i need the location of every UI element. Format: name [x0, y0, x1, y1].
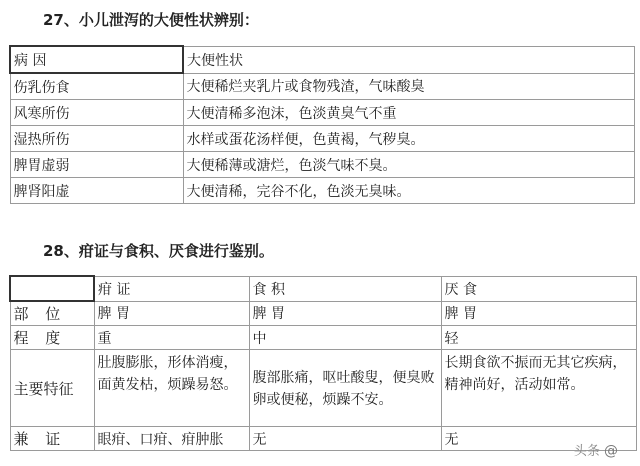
table-row: [10, 73, 635, 100]
table-cell-stool: 大便稀薄或溏烂，色淡气味不臭。: [183, 152, 635, 178]
section-1-title: 27、小儿泄泻的大便性状辨别：: [43, 11, 259, 29]
table-row: [10, 152, 635, 178]
stool-characteristics-table: [9, 45, 635, 204]
table-cell-stool: 大便清稀多泡沫，色淡黄臭气不重: [183, 100, 635, 126]
table-row: [10, 301, 636, 326]
row-label-accompanying: 兼 证: [10, 427, 94, 451]
table-cell-cause: 脾肾阳虚: [10, 178, 183, 204]
table-row: [10, 427, 636, 451]
table-row: [10, 178, 635, 204]
table-cell-stool: 大便清稀，完谷不化，色淡无臭味。: [183, 178, 635, 204]
section-2-title: 28、疳证与食积、厌食进行鉴别。: [43, 242, 274, 260]
table-row: [10, 350, 636, 427]
table-cell-stool: 水样或蛋花汤样便，色黄褐，气秽臭。: [183, 126, 635, 152]
table-cell-cause: 风寒所伤: [10, 100, 183, 126]
header-stool-character: 大便性状: [183, 46, 635, 73]
header-food-accumulation: 食 积: [249, 276, 441, 301]
table-cell: 脾 胃: [249, 301, 441, 326]
table-cell: 重: [94, 326, 249, 350]
table-cell: 肚腹膨胀，形体消瘦，面黄发枯，烦躁易怒。: [94, 350, 249, 427]
table-cell: 无: [249, 427, 441, 451]
table-cell-cause: 伤乳伤食: [10, 73, 183, 100]
row-label-location: 部 位: [10, 301, 94, 326]
table-header-row: [10, 276, 636, 301]
table-cell-stool: 大便稀烂夹乳片或食物残渣，气味酸臭: [183, 73, 635, 100]
table-cell: 长期食欲不振而无其它疾病，精神尚好，活动如常。: [441, 350, 636, 427]
watermark-text: 头条: [573, 444, 600, 459]
watermark-logo-icon: @: [604, 443, 618, 459]
table-cell: 中: [249, 326, 441, 350]
table-row: [10, 100, 635, 126]
table-cell: 眼疳、口疳、疳肿胀: [94, 427, 249, 451]
table-header-row: [10, 46, 635, 73]
row-label-main-features: 主要特征: [10, 350, 94, 427]
table-row: [10, 126, 635, 152]
table-cell: 脾 胃: [94, 301, 249, 326]
table-cell: 无: [441, 427, 636, 451]
watermark: [574, 440, 618, 459]
header-cause: 病 因: [10, 46, 183, 73]
header-gan-syndrome: 疳 证: [94, 276, 249, 301]
table-cell-cause: 脾胃虚弱: [10, 152, 183, 178]
table-cell: 腹部胀痛，呕吐酸叟，便臭败卵或便秘，烦躁不安。: [249, 350, 441, 427]
header-blank: [10, 276, 94, 301]
table-cell-cause: 湿热所伤: [10, 126, 183, 152]
table-cell: 脾 胃: [441, 301, 636, 326]
differential-diagnosis-table: [9, 275, 637, 451]
row-label-severity: 程 度: [10, 326, 94, 350]
table-row: [10, 326, 636, 350]
header-anorexia: 厌 食: [441, 276, 636, 301]
table-cell: 轻: [441, 326, 636, 350]
